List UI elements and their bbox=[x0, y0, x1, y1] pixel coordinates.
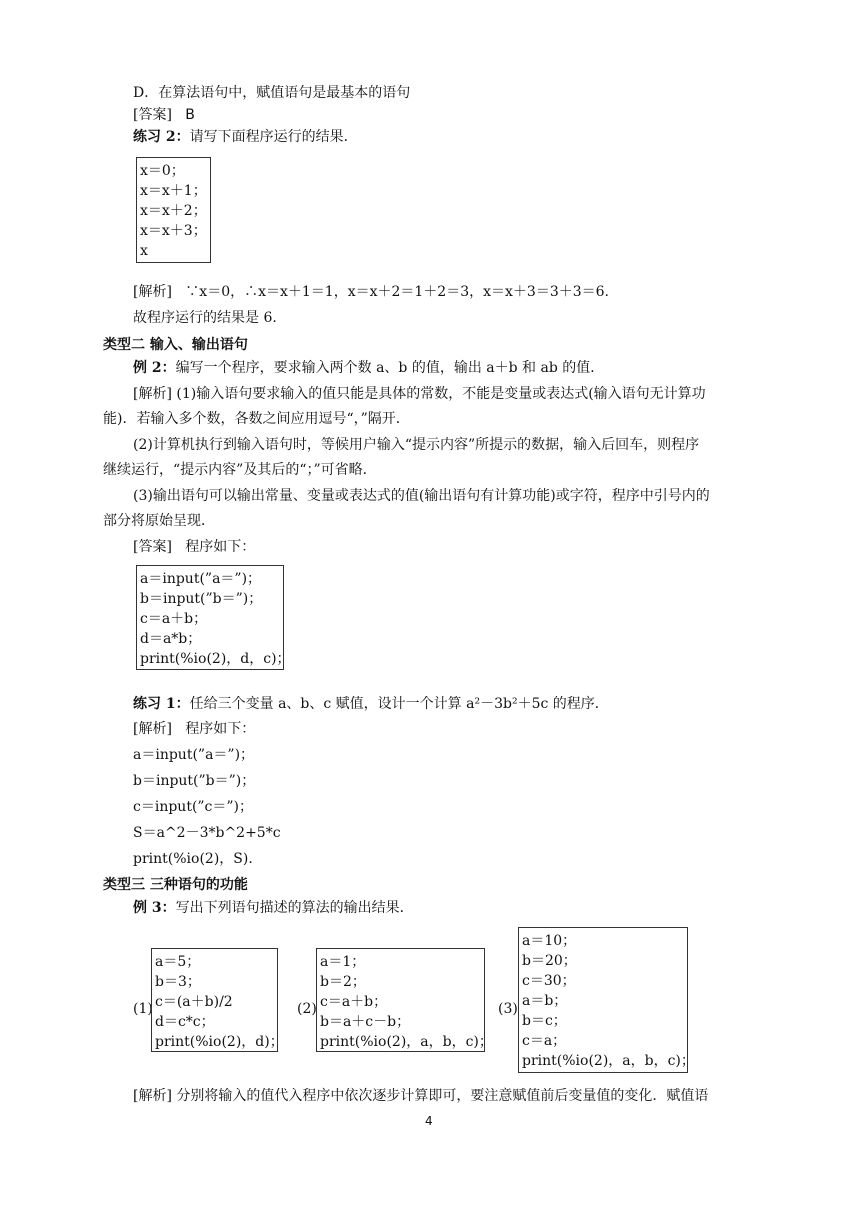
code-text-line: S＝a^2－3*b^2+5*c bbox=[133, 825, 281, 841]
code-line: b＝a＋c－b； bbox=[320, 1014, 411, 1030]
example-2-label: 例 2： bbox=[133, 360, 176, 376]
code-text-line: a＝input(”a＝”)； bbox=[133, 747, 255, 763]
practice-1-text: 任给三个变量 a、b、c 赋值，设计一个计算 a²－3b²＋5c 的程序． bbox=[189, 696, 609, 712]
code-box-1 bbox=[136, 157, 211, 263]
code-line: a＝1； bbox=[320, 954, 366, 970]
code-line: b＝20； bbox=[522, 953, 577, 969]
exercise-2 bbox=[133, 128, 358, 146]
code-line: a＝b； bbox=[522, 993, 568, 1009]
page-number: 4 bbox=[425, 1114, 433, 1128]
code-line: x bbox=[140, 243, 148, 259]
solution-1-text: ∵x＝0，∴x＝x＋1＝1，x＝x＋2＝1＋2＝3，x＝x＋3＝3＋3＝6. bbox=[185, 284, 609, 300]
code-line: a＝input(”a＝”)； bbox=[140, 571, 262, 587]
example-2 bbox=[133, 359, 604, 377]
code-line: x＝x＋2； bbox=[140, 203, 207, 219]
code-line: b＝3； bbox=[155, 974, 201, 990]
program-1-label: (1) bbox=[133, 1001, 153, 1017]
code-line: b＝c； bbox=[522, 1013, 567, 1029]
code-line: b＝2； bbox=[320, 974, 366, 990]
paragraph-2a: (2)计算机执行到输入语句时，等候用户输入“提示内容”所提示的数据，输入后回车，则程序 bbox=[133, 437, 700, 453]
code-text-line: b＝input(”b＝”)； bbox=[133, 773, 256, 789]
answer-tag: [答案] bbox=[133, 539, 172, 555]
solution-1-result: 故程序运行的结果是 6. bbox=[133, 310, 277, 326]
example-3 bbox=[133, 899, 414, 917]
answer-line bbox=[133, 106, 195, 124]
answer-value: B bbox=[185, 107, 195, 123]
code-line: print(%io(2)，a，b，c)； bbox=[522, 1053, 695, 1069]
option-d: D．在算法语句中，赋值语句是最基本的语句 bbox=[133, 85, 411, 101]
solution-1-line bbox=[133, 283, 609, 301]
example-3-label: 例 3： bbox=[133, 900, 176, 916]
code-line: c＝(a＋b)/2 bbox=[155, 994, 233, 1010]
code-line: print(%io(2)，d)； bbox=[155, 1034, 284, 1050]
code-line: d＝c*c； bbox=[155, 1014, 215, 1030]
code-line: c＝30； bbox=[522, 973, 576, 989]
code-line: a＝5； bbox=[155, 954, 201, 970]
paragraph-3a: (3)输出语句可以输出常量、变量或表达式的值(输出语句有计算功能)或字符，程序中引号内的 bbox=[133, 488, 710, 504]
code-line: x＝x＋3； bbox=[140, 223, 207, 239]
final-solution-line: [解析] 分别将输入的值代入程序中依次逐步计算即可，要注意赋值前后变量值的变化．赋值语 bbox=[133, 1088, 709, 1104]
program-3-label: (3) bbox=[498, 1001, 518, 1017]
code-line: print(%io(2)，a，b，c)； bbox=[320, 1034, 493, 1050]
solution-tag: [解析] bbox=[133, 721, 172, 737]
section-heading-type3: 类型三 三种语句的功能 bbox=[103, 877, 248, 893]
program-2-label: (2) bbox=[297, 1001, 317, 1017]
program-1-box bbox=[151, 948, 284, 1052]
code-line: c＝a； bbox=[522, 1033, 567, 1049]
practice-1-label: 练习 1： bbox=[133, 696, 190, 712]
example-2-text: 编写一个程序，要求输入两个数 a、b 的值，输出 a＋b 和 ab 的值． bbox=[175, 360, 605, 376]
code-line: d＝a*b； bbox=[140, 631, 202, 647]
section-heading-type2: 类型二 输入、输出语句 bbox=[103, 337, 248, 353]
paragraph-3b: 部分将原始呈现． bbox=[103, 513, 215, 529]
answer-tag: [答案] bbox=[133, 107, 172, 123]
code-line: print(%io(2)，d，c)； bbox=[140, 651, 291, 667]
code-line: x＝x＋1； bbox=[140, 183, 207, 199]
exercise-2-label: 练习 2： bbox=[133, 129, 190, 145]
program-2-box bbox=[316, 948, 493, 1052]
exercise-2-text: 请写下面程序运行的结果． bbox=[189, 129, 358, 145]
code-line: c＝a＋b； bbox=[320, 994, 388, 1010]
program-3-box bbox=[518, 927, 695, 1073]
paragraph-1a: [解析] (1)输入语句要求输入的值只能是具体的常数，不能是变量或表达式(输入语句无计算功 bbox=[133, 386, 706, 402]
code-text-line: print(%io(2)，S). bbox=[133, 851, 253, 867]
solution-tag: [解析] bbox=[133, 284, 172, 300]
answer-2-text: 程序如下： bbox=[185, 539, 256, 555]
code-line: a＝10； bbox=[522, 933, 577, 949]
code-text-line: c＝input(”c＝”)； bbox=[133, 799, 254, 815]
code-line: x＝0； bbox=[140, 163, 185, 179]
answer-2-line bbox=[133, 538, 255, 556]
practice-1 bbox=[133, 695, 609, 713]
code-line: c＝a＋b； bbox=[140, 611, 208, 627]
paragraph-1b: 能)．若输入多个数，各数之间应用逗号“，”隔开． bbox=[103, 411, 410, 427]
code-line: b＝input(”b＝”)； bbox=[140, 591, 263, 607]
example-3-text: 写出下列语句描述的算法的输出结果． bbox=[175, 900, 414, 916]
solution-text: 程序如下： bbox=[185, 721, 256, 737]
code-box-2 bbox=[136, 565, 291, 670]
practice-1-solution bbox=[133, 720, 255, 738]
paragraph-2b: 继续运行，“提示内容”及其后的“；”可省略． bbox=[103, 462, 377, 478]
